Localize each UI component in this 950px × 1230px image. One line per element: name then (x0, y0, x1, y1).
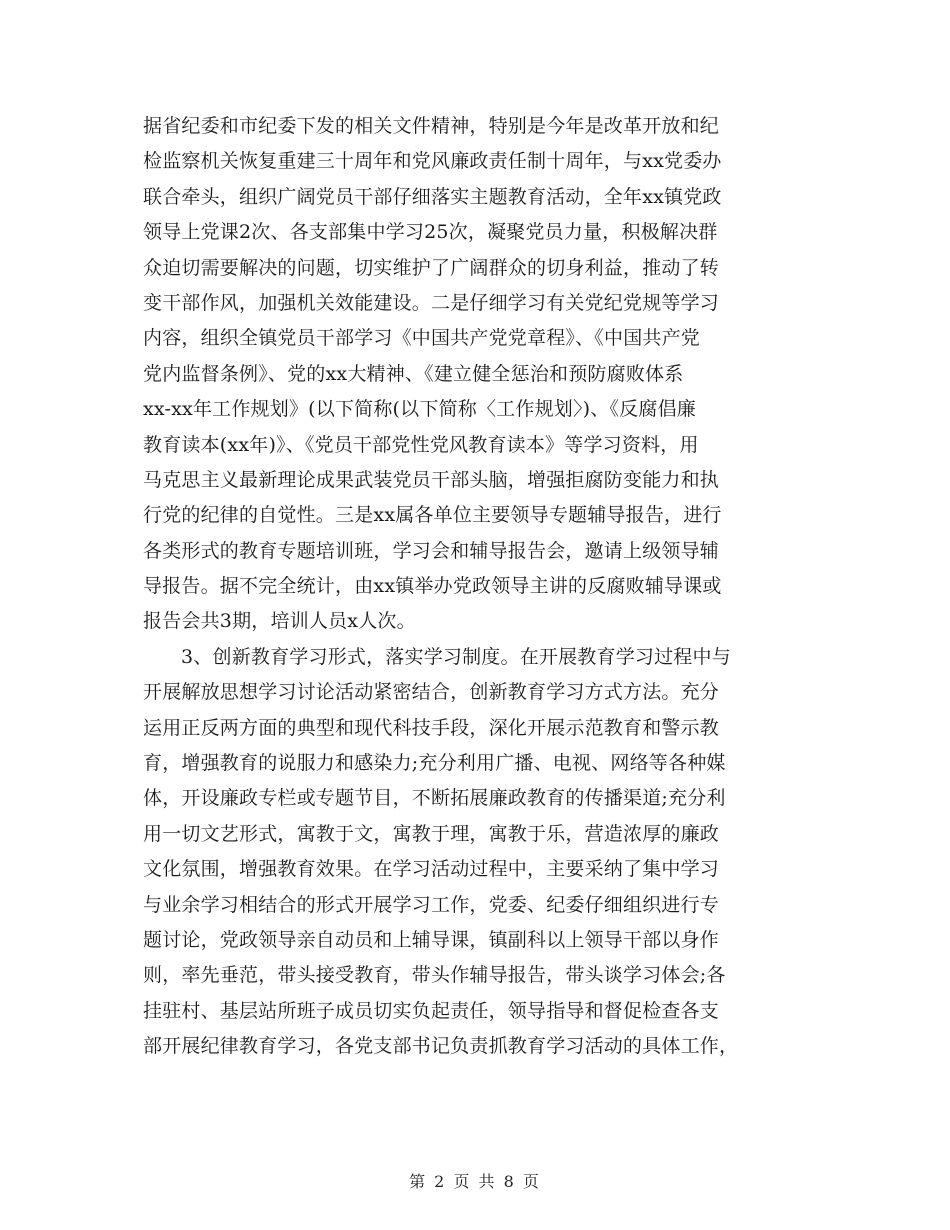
text-line: 联合牵头，组织广阔党员干部仔细落实主题教育活动，全年xx镇党政 (143, 185, 722, 208)
text-line: 运用正反两方面的典型和现代科技手段，深化开展示范教育和警示教 (143, 716, 720, 739)
text-line: 据省纪委和市纪委下发的相关文件精神，特别是今年是改革开放和纪 (143, 115, 720, 137)
text-line: 领导上党课2次、各支部集中学习25次，凝聚党员力量，积极解决群 (143, 221, 718, 244)
body-text (143, 109, 808, 1065)
text-line: 检监察机关恢复重建三十周年和党风廉政责任制十周年，与xx党委办 (143, 150, 722, 173)
text-line: 行党的纪律的自觉性。三是xx属各单位主要领导专题辅导报告，进行 (143, 504, 722, 527)
text-line: 教育读本(xx年)》、《党员干部党性党风教育读本》等学习资料，用 (143, 433, 699, 456)
text-line: 用一切文艺形式，寓教于文，寓教于理，寓教于乐，营造浓厚的廉政 (143, 822, 720, 845)
text-line: 育，增强教育的说服力和感染力;充分利用广播、电视、网络等各种媒 (143, 752, 726, 775)
text-line: 内容，组织全镇党员干部学习《中国共产党党章程》、《中国共产党 (143, 327, 701, 350)
paragraph-start-line: 3、创新教育学习形式，落实学习制度。在开展教育学习过程中与 (181, 645, 731, 668)
text-line: 马克思主义最新理论成果武装党员干部头脑，增强拒腐防变能力和执 (143, 468, 720, 491)
text-line: 挂驻村、基层站所班子成员切实负起责任，领导指导和督促检查各支 (143, 999, 720, 1022)
text-line: 导报告。据不完全统计，由xx镇举办党政领导主讲的反腐败辅导课或 (143, 575, 722, 598)
text-line: 众迫切需要解决的问题，切实维护了广阔群众的切身利益，推动了转 (143, 256, 720, 279)
text-line: 开展解放思想学习讨论活动紧密结合，创新教育学习方式方法。充分 (143, 681, 720, 704)
text-line: 与业余学习相结合的形式开展学习工作，党委、纪委仔细组织进行专 (143, 893, 720, 916)
text-line: 党内监督条例》、党的xx大精神、《建立健全惩治和预防腐败体系 (143, 362, 684, 385)
page-number-label: 第 2 页 共 8 页 (409, 1172, 541, 1191)
text-line: 文化氛围，增强教育效果。在学习活动过程中，主要采纳了集中学习 (143, 858, 720, 881)
text-line: 各类形式的教育专题培训班，学习会和辅导报告会，邀请上级领导辅 (143, 539, 720, 562)
text-line: 题讨论，党政领导亲自动员和上辅导课，镇副科以上领导干部以身作 (143, 928, 720, 951)
text-line: 报告会共3期，培训人员x人次。 (143, 610, 416, 633)
text-line: 部开展纪律教育学习，各党支部书记负责抓教育学习活动的具体工作， (143, 1035, 739, 1058)
text-line: 则，率先垂范，带头接受教育，带头作辅导报告，带头谈学习体会;各 (143, 964, 726, 987)
page-footer (0, 1169, 950, 1192)
text-line: 体，开设廉政专栏或专题节目，不断拓展廉政教育的传播渠道;充分利 (143, 787, 726, 810)
text-line: 变干部作风，加强机关效能建设。二是仔细学习有关党纪党规等学习 (143, 291, 720, 314)
text-line: xx-xx年工作规划》(以下简称(以下简称〈工作规划〉)、《反腐倡廉 (143, 398, 696, 421)
